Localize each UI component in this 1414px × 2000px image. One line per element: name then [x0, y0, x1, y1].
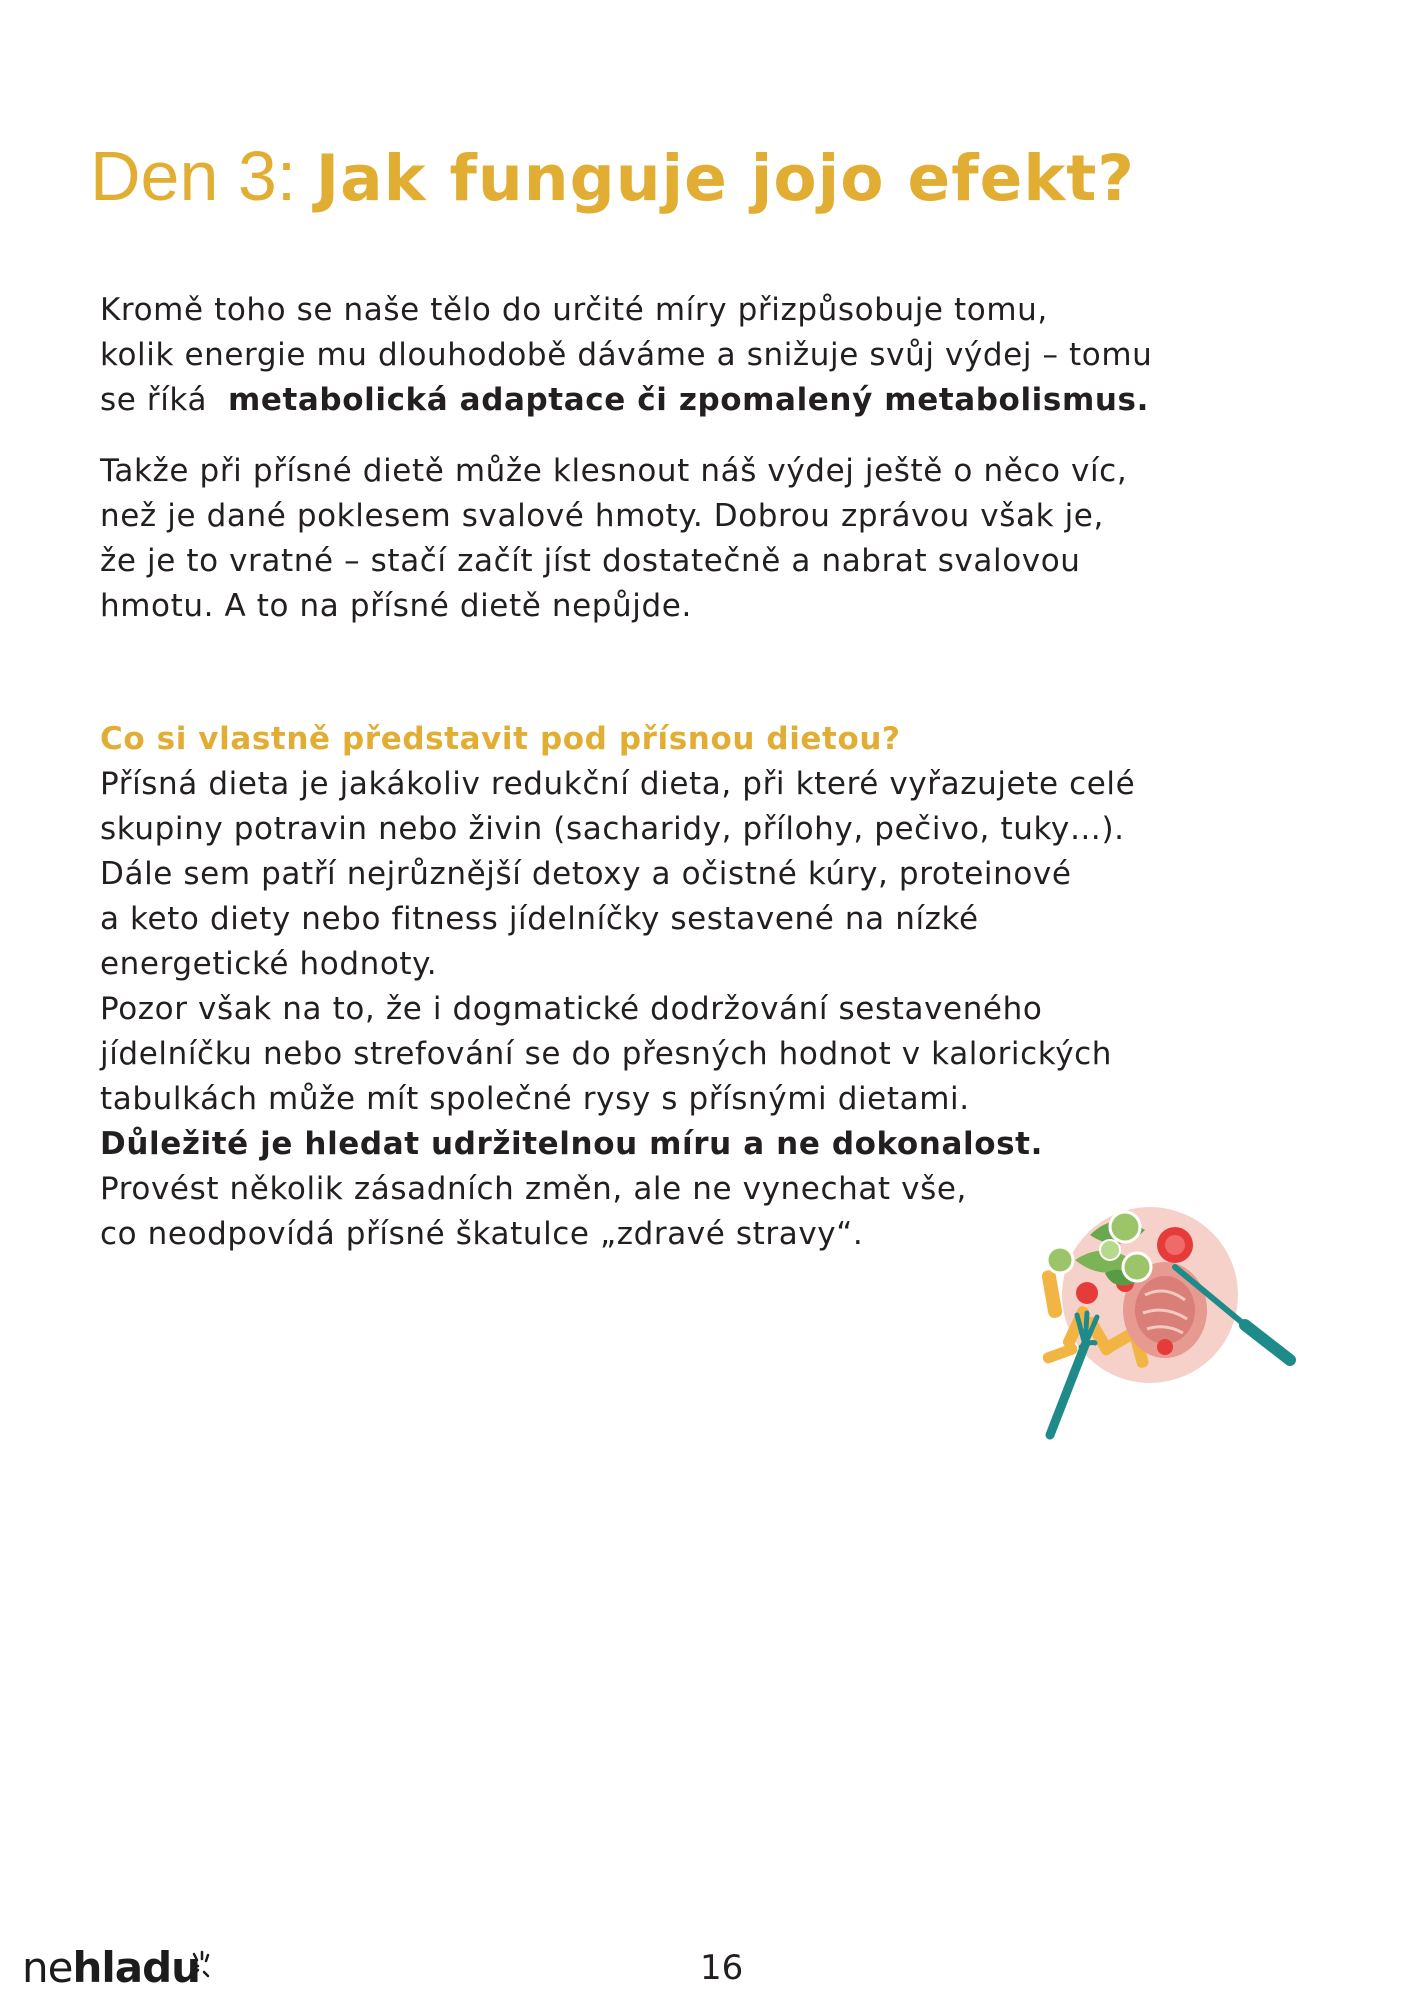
text-line: Pozor však na to, že i dogmatické dodržování sestaveného: [100, 991, 1043, 1027]
section-heading: Co si vlastně představit pod přísnou dietou?: [100, 721, 901, 757]
page-number: 16: [700, 1948, 744, 1988]
text-line: [100, 378, 1340, 423]
text-line: Přísná dieta je jakákoliv redukční dieta, při které vyřazujete celé: [100, 766, 1136, 802]
text-line-start: se říká: [100, 382, 208, 418]
text-line: Provést několik zásadních změn, ale ne vynechat vše,: [100, 1171, 967, 1207]
paragraph-strict-diet: [100, 449, 1340, 629]
text-line: skupiny potravin nebo živin (sacharidy, přílohy, pečivo, tuky…).: [100, 811, 1125, 847]
food-plate-illustration: [1015, 1195, 1315, 1475]
text-line: Dále sem patří nejrůznější detoxy a očistné kúry, proteinové: [100, 856, 1072, 892]
text-line: než je dané poklesem svalové hmoty. Dobrou zprávou však je,: [100, 498, 1104, 534]
text-line: a keto diety nebo fitness jídelníčky sestavené na nízké: [100, 901, 979, 937]
logo-spark-icon: [188, 1950, 214, 1980]
text-line: Kromě toho se naše tělo do určité míry přizpůsobuje tomu,: [100, 292, 1048, 328]
page-title: [90, 132, 1135, 223]
title-text: Jak funguje jojo efekt?: [315, 142, 1135, 215]
bold-term: metabolická adaptace či zpomalený metabolismus.: [227, 382, 1149, 418]
text-line: jídelníčku nebo strefování se do přesných hodnot v kalorických: [100, 1036, 1113, 1072]
text-line: že je to vratné – stačí začít jíst dostatečně a nabrat svalovou: [100, 543, 1081, 579]
paragraph-metabolic-adaptation: [100, 288, 1340, 423]
text-line: hmotu. A to na přísné dietě nepůjde.: [100, 588, 692, 624]
text-line: co neodpovídá přísné škatulce „zdravé stravy“.: [100, 1216, 864, 1252]
text-line: kolik energie mu dlouhodobě dáváme a snižuje svůj výdej – tomu: [100, 337, 1153, 373]
logo-hladu: hladu: [72, 1943, 201, 1992]
text-line: Takže při přísné dietě může klesnout náš výdej ještě o něco víc,: [100, 453, 1128, 489]
key-message: Důležité je hledat udržitelnou míru a ne dokonalost.: [100, 1126, 1043, 1162]
text-line: energetické hodnoty.: [100, 946, 438, 982]
nehladu-logo: [22, 1944, 200, 1992]
text-line: tabulkách může mít společné rysy s přísnými dietami.: [100, 1081, 970, 1117]
section-strict-diet-definition: [100, 717, 1340, 1257]
logo-ne: ne: [22, 1943, 73, 1992]
day-label: Den 3:: [90, 137, 297, 215]
